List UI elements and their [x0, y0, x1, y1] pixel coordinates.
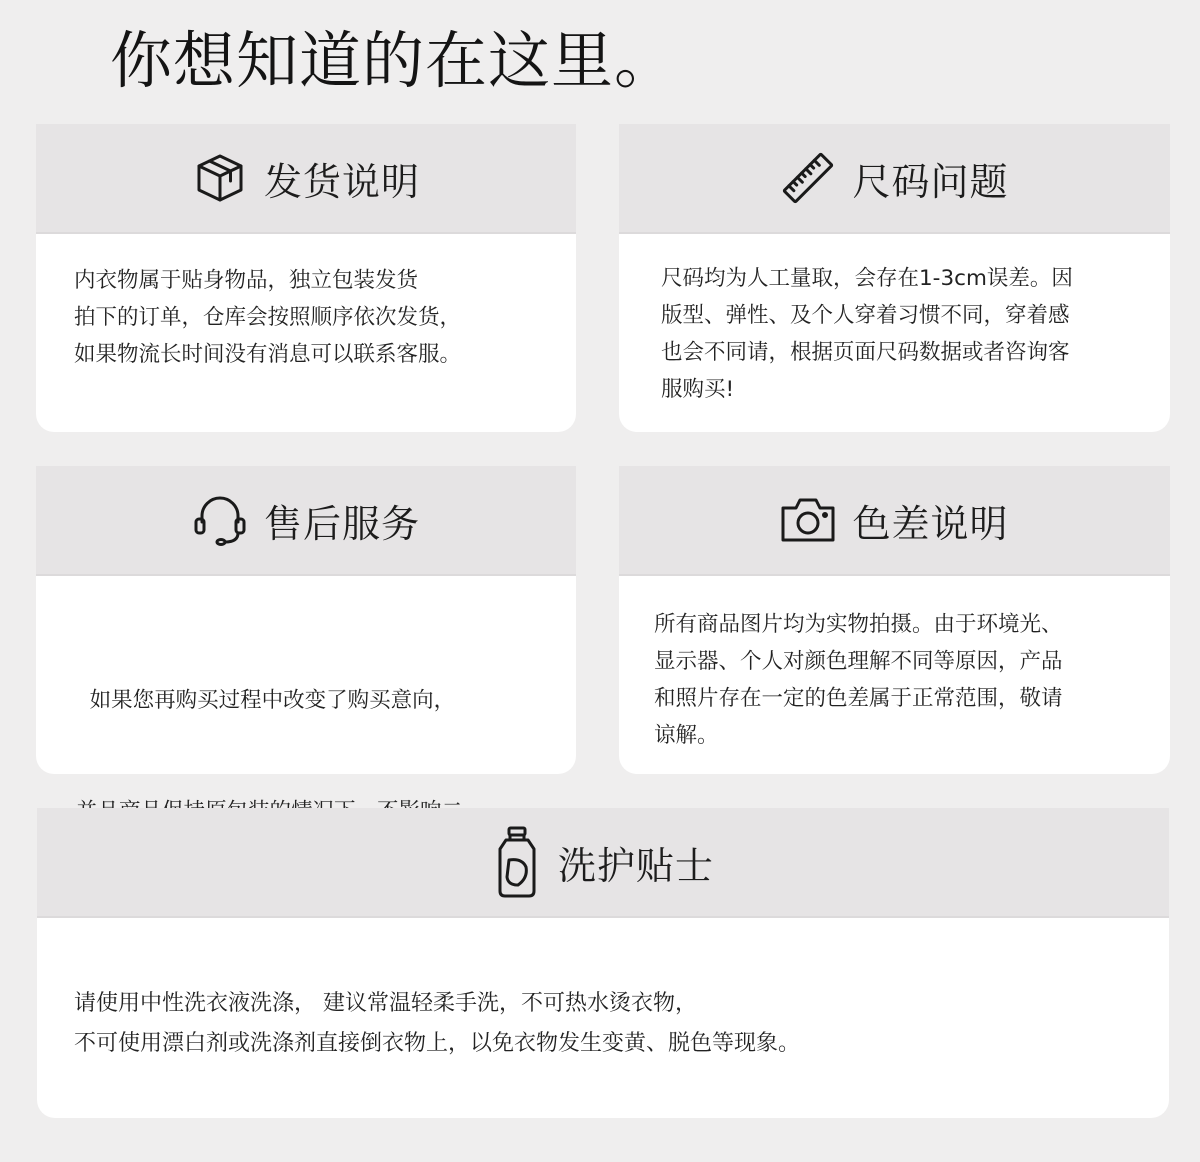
- text-line: 版型、弹性、及个人穿着习惯不同，穿着感: [661, 303, 1070, 328]
- size-card: [619, 124, 1170, 432]
- ruler-icon: [780, 150, 836, 206]
- text-line: 服购买!: [661, 377, 735, 402]
- text-line: 内衣物属于贴身物品，独立包装发货: [74, 268, 419, 293]
- shipping-card-title: 发货说明: [263, 159, 420, 204]
- size-text: [661, 260, 1073, 408]
- text-line: 尺码均为人工量取，会存在1-3cm误差。因: [661, 266, 1073, 291]
- care-card-title: 洗护贴士: [557, 843, 714, 888]
- text-line: 显示器、个人对颜色理解不同等原因，产品: [654, 649, 1063, 674]
- headset-icon: [192, 492, 248, 548]
- camera-icon: [780, 492, 836, 548]
- text-line: 如果物流长时间没有消息可以联系客服。: [74, 342, 462, 367]
- size-card-body: [619, 234, 1170, 432]
- text-line: 请使用中性洗衣液洗涤， 建议常温轻柔手洗，不可热水烫衣物，: [74, 991, 697, 1016]
- shipping-card: [36, 124, 576, 432]
- care-text: [74, 984, 800, 1064]
- text-line: 如果您再购买过程中改变了购买意向，: [76, 688, 456, 713]
- text-line: 拍下的订单，仓库会按照顺序依次发货，: [74, 305, 462, 330]
- package-box-icon: [192, 150, 248, 206]
- detergent-bottle-icon: [492, 825, 542, 899]
- service-card: [36, 466, 576, 774]
- care-card-body: [37, 918, 1169, 1118]
- color-card-title: 色差说明: [852, 501, 1009, 546]
- shipping-text: [74, 262, 461, 373]
- shipping-card-header: [36, 124, 576, 234]
- text-line: 不可使用漂白剂或洗涤剂直接倒衣物上，以免衣物发生变黄、脱色等现象。: [74, 1031, 801, 1056]
- color-card-header: [619, 466, 1170, 576]
- color-card: [619, 466, 1170, 774]
- text-line: 也会不同请，根据页面尺码数据或者咨询客: [661, 340, 1070, 365]
- text-line: 谅解。: [654, 723, 719, 748]
- service-card-header: [36, 466, 576, 576]
- service-card-title: 售后服务: [263, 501, 420, 546]
- text-line: 和照片存在一定的色差属于正常范围，敬请: [654, 686, 1063, 711]
- size-card-title: 尺码问题: [852, 159, 1009, 204]
- care-card-header: [37, 808, 1169, 918]
- text-line: 所有商品图片均为实物拍摄。由于环境光、: [654, 612, 1063, 637]
- page-title: 你想知道的在这里。: [110, 24, 678, 97]
- color-card-body: [619, 576, 1170, 774]
- service-card-body: [36, 576, 576, 774]
- shipping-card-body: [36, 234, 576, 432]
- care-card: [37, 808, 1169, 1118]
- color-text: [654, 606, 1063, 754]
- size-card-header: [619, 124, 1170, 234]
